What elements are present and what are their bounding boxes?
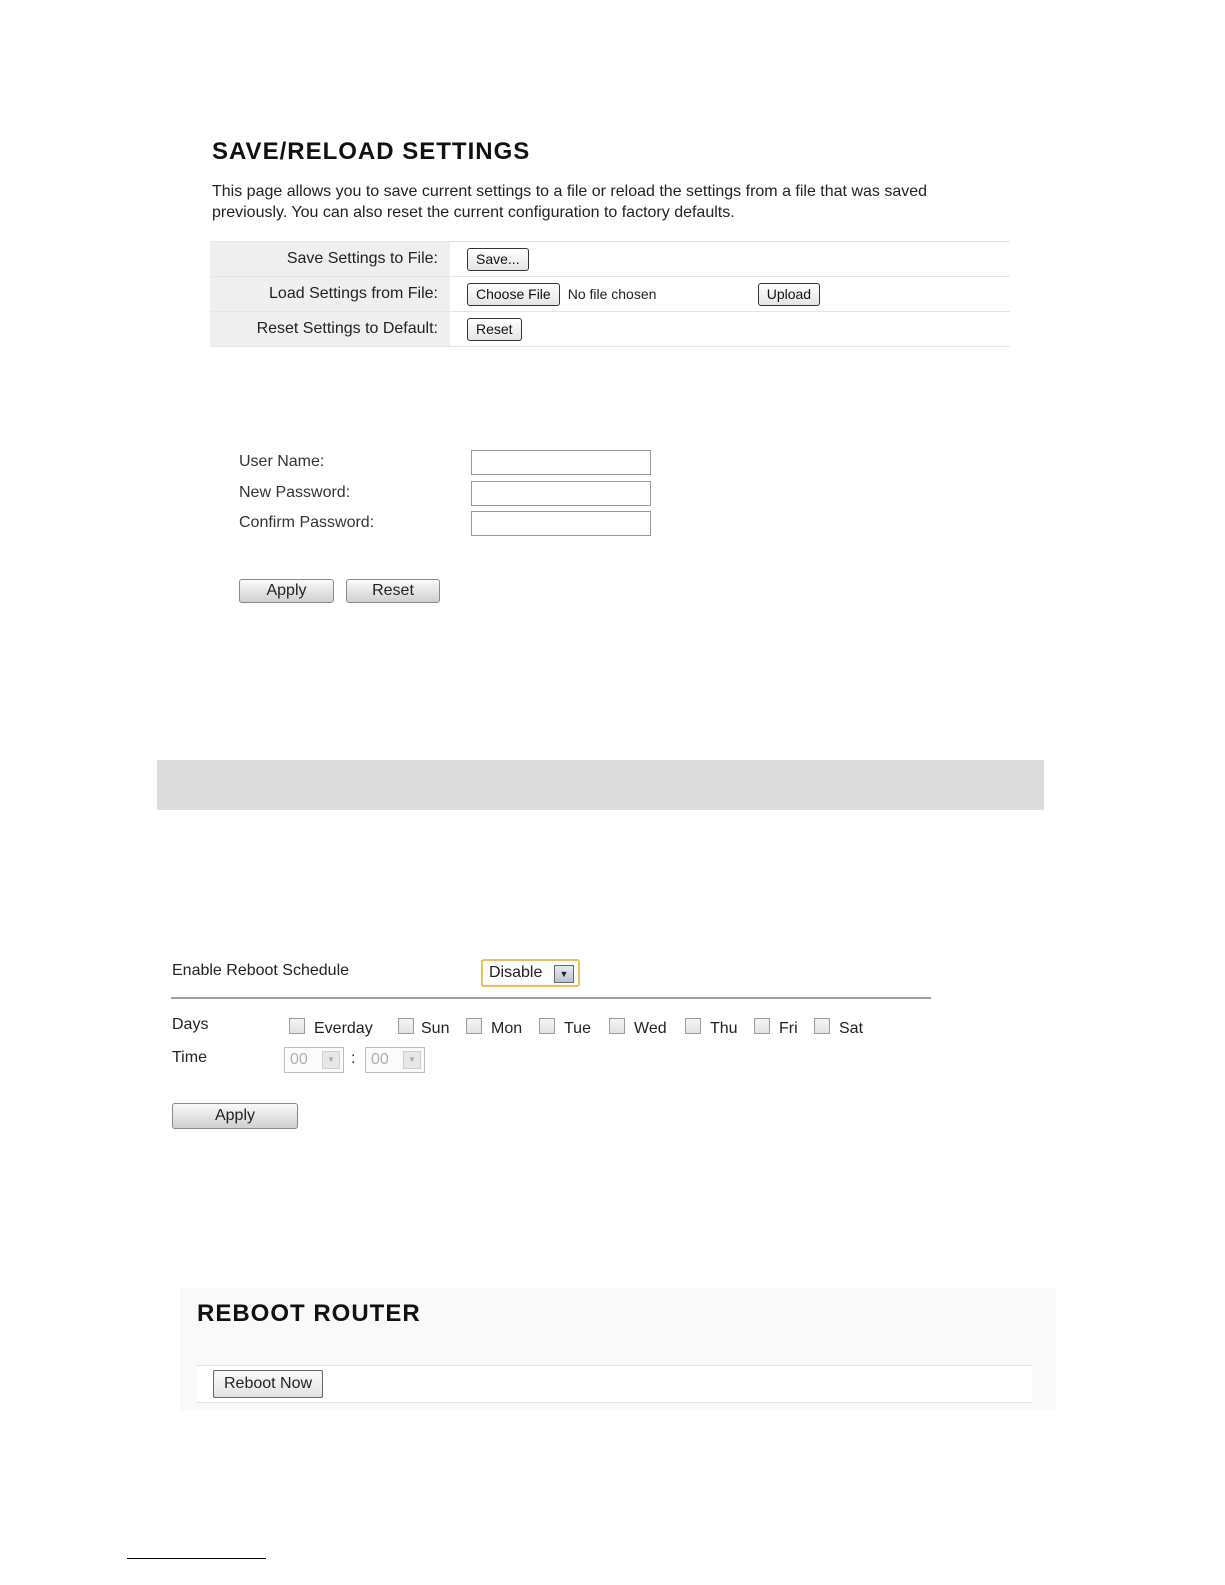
reset-settings-label: Reset Settings to Default: xyxy=(210,312,450,346)
save-settings-label: Save Settings to File: xyxy=(210,242,450,276)
account-reset-button[interactable]: Reset xyxy=(346,579,440,603)
load-settings-row xyxy=(210,277,1010,312)
time-separator: : xyxy=(351,1050,356,1067)
username-label: User Name: xyxy=(239,453,325,470)
reset-settings-row xyxy=(210,312,1010,347)
choose-file-button[interactable]: Choose File xyxy=(467,283,560,306)
days-label: Days xyxy=(172,1016,209,1033)
footnote-separator xyxy=(127,1558,266,1559)
schedule-apply-button[interactable]: Apply xyxy=(172,1103,298,1129)
mon-label: Mon xyxy=(491,1020,523,1037)
file-status-text: No file chosen xyxy=(567,286,657,302)
day-wed[interactable] xyxy=(609,1017,667,1038)
minute-select[interactable] xyxy=(365,1047,425,1073)
sun-label: Sun xyxy=(421,1020,450,1037)
time-label: Time xyxy=(172,1049,207,1066)
wed-checkbox[interactable] xyxy=(609,1018,625,1034)
sat-checkbox[interactable] xyxy=(814,1018,830,1034)
minute-value: 00 xyxy=(371,1051,389,1068)
enable-reboot-schedule-value: Disable xyxy=(489,964,543,981)
enable-reboot-schedule-label: Enable Reboot Schedule xyxy=(172,962,350,979)
username-input[interactable] xyxy=(471,450,651,475)
upload-button[interactable]: Upload xyxy=(758,283,820,306)
thu-label: Thu xyxy=(710,1020,738,1037)
tue-checkbox[interactable] xyxy=(539,1018,555,1034)
new-password-input[interactable] xyxy=(471,481,651,506)
everyday-checkbox[interactable] xyxy=(289,1018,305,1034)
confirm-password-input[interactable] xyxy=(471,511,651,536)
day-fri[interactable] xyxy=(754,1017,798,1038)
thu-checkbox[interactable] xyxy=(685,1018,701,1034)
reboot-now-button[interactable]: Reboot Now xyxy=(213,1370,323,1398)
load-settings-label: Load Settings from File: xyxy=(210,277,450,311)
day-tue[interactable] xyxy=(539,1017,591,1038)
save-reload-title: SAVE/RELOAD SETTINGS xyxy=(212,138,531,165)
mon-checkbox[interactable] xyxy=(466,1018,482,1034)
new-password-label: New Password: xyxy=(239,484,351,501)
chevron-down-icon: ▼ xyxy=(554,965,574,983)
day-mon[interactable] xyxy=(466,1017,522,1038)
hour-select[interactable] xyxy=(284,1047,344,1073)
save-button[interactable]: Save... xyxy=(467,248,529,271)
fri-checkbox[interactable] xyxy=(754,1018,770,1034)
save-settings-row xyxy=(210,242,1010,277)
day-sat[interactable] xyxy=(814,1017,863,1038)
sun-checkbox[interactable] xyxy=(398,1018,414,1034)
chevron-down-icon: ▼ xyxy=(322,1051,340,1069)
save-reload-table xyxy=(210,241,1010,347)
reset-defaults-button[interactable]: Reset xyxy=(467,318,522,341)
day-thu[interactable] xyxy=(685,1017,738,1038)
account-apply-button[interactable]: Apply xyxy=(239,579,334,603)
wed-label: Wed xyxy=(634,1020,667,1037)
sat-label: Sat xyxy=(839,1020,864,1037)
tue-label: Tue xyxy=(564,1020,591,1037)
section-header-bar xyxy=(157,760,1044,810)
divider xyxy=(171,997,931,999)
enable-reboot-schedule-select[interactable] xyxy=(481,959,580,987)
fri-label: Fri xyxy=(779,1020,798,1037)
day-everyday[interactable] xyxy=(289,1017,373,1038)
save-reload-description: This page allows you to save current settings to a file or reload the settings from a file that was saved previously. You can also reset the current configuration to factory defaults. xyxy=(212,183,928,221)
day-sun[interactable] xyxy=(398,1017,449,1038)
hour-value: 00 xyxy=(290,1051,308,1068)
everyday-label: Everday xyxy=(314,1020,373,1037)
reboot-router-title: REBOOT ROUTER xyxy=(197,1300,421,1327)
confirm-password-label: Confirm Password: xyxy=(239,514,375,531)
chevron-down-icon: ▼ xyxy=(403,1051,421,1069)
